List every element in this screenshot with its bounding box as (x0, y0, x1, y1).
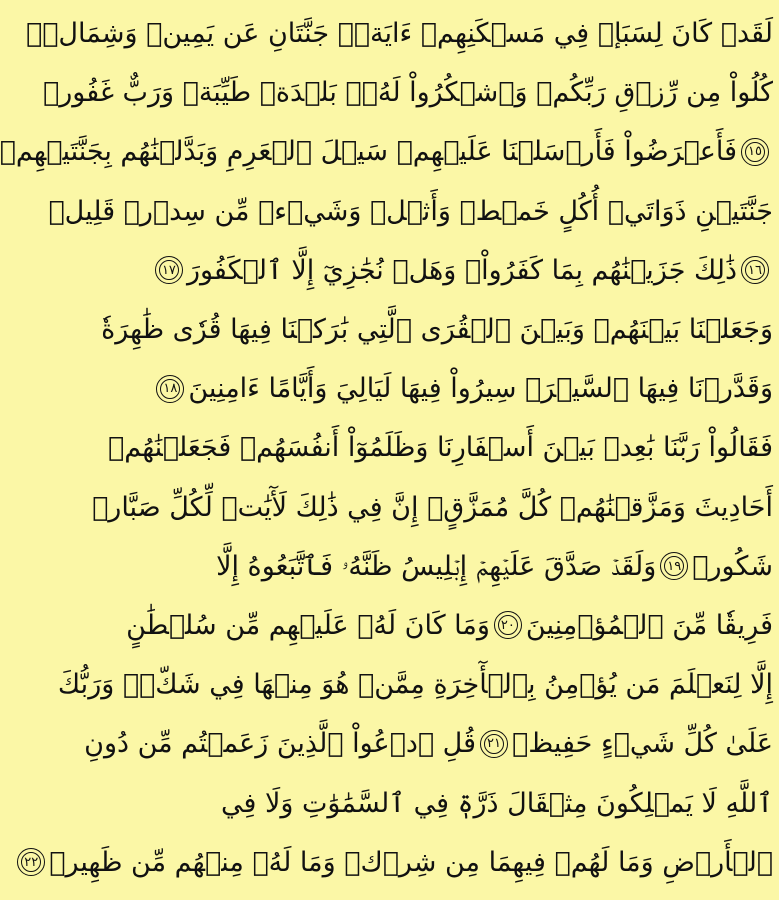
text-line-8 (108, 418, 773, 477)
verse-text: لَقَدۡ كَانَ لِسَبَإٖ فِي مَسۡكَنِهِمۡ ءَايَةٞۖ جَنَّتَانِ عَن يَمِينٖ وَشِمَالٖۖ (26, 18, 773, 50)
verse-text: ٱللَّهِ لَا يَمۡلِكُونَ مِثۡقَالَ ذَرَّةٖ فِي ٱلسَّمَٰوَٰتِ وَلَا فِي (220, 787, 773, 819)
ayah-number-marker: ١٨ (156, 375, 184, 403)
verse-text: فَرِيقٗا مِّنَ ٱلۡمُؤۡمِنِينَ (525, 609, 773, 641)
verse-text: شَكُورٖ (692, 550, 773, 582)
ayah-number-marker: ١٦ (741, 256, 769, 284)
ayah-number-marker: ٢١ (480, 730, 508, 758)
verse-text: وَقَدَّرۡنَا فِيهَا ٱلسَّيۡرَۖ سِيرُواْ فِيهَا لَيَالِيَ وَأَيَّامًا ءَامِنِينَ (188, 373, 773, 405)
text-line-15 (24, 833, 773, 892)
ayah-number-marker: ١٧ (155, 256, 183, 284)
verse-text: عَلَىٰ كُلِّ شَيۡءٍ حَفِيظٞ (512, 728, 773, 760)
ayah-number-marker: ١٩ (660, 552, 688, 580)
verse-text: ٱلۡأَرۡضِ وَمَا لَهُمۡ فِيهِمَا مِن شِرۡكٖ وَمَا لَهُۥ مِنۡهُم مِّن ظَهِيرٖ (49, 846, 773, 878)
text-line-14 (220, 773, 773, 832)
text-line-1 (26, 4, 773, 63)
ayah-number-marker: ٢٠ (494, 611, 522, 639)
verse-text: إِلَّا لِنَعۡلَمَ مَن يُؤۡمِنُ بِٱلۡأٓخِرَةِ مِمَّنۡ هُوَ مِنۡهَا فِي شَكّٖۗ وَرَبُّكَ (57, 669, 773, 701)
text-line-4 (48, 182, 773, 241)
verse-text: أَحَادِيثَ وَمَزَّقۡنَٰهُمۡ كُلَّ مُمَزَّقٍۚ إِنَّ فِي ذَٰلِكَ لَأٓيَٰتٖ لِّكُلِّ صَبَّارٖ (92, 491, 773, 523)
verse-text: وَمَا كَانَ لَهُۥ عَلَيۡهِم مِّن سُلۡطَٰنٍ (126, 609, 490, 641)
verse-text: وَلَقَدۡ صَدَّقَ عَلَيۡهِمۡ إِبۡلِيسُ ظَنَّهُۥ فَٱتَّبَعُوهُ إِلَّا (216, 550, 657, 582)
verse-text: جَنَّتَيۡنِ ذَوَاتَيۡ أُكُلٍ خَمۡطٖ وَأَثۡلٖ وَشَيۡءٖ مِّن سِدۡرٖ قَلِيلٖ (48, 195, 773, 227)
text-line-11 (126, 596, 773, 655)
verse-text: ذَٰلِكَ جَزَيۡنَٰهُم بِمَا كَفَرُواْۖ وَهَلۡ نُجَٰزِيٓ إِلَّا ٱلۡكَفُورَ (186, 254, 737, 286)
text-line-5 (161, 241, 773, 300)
verse-text: وَجَعَلۡنَا بَيۡنَهُمۡ وَبَيۡنَ ٱلۡقُرَى ٱلَّتِي بَٰرَكۡنَا فِيهَا قُرٗى ظَٰهِرَةٗ (101, 314, 773, 346)
text-line-12 (57, 655, 773, 714)
text-line-3 (0, 122, 773, 181)
verse-text: قُلِ ٱدۡعُواْ ٱلَّذِينَ زَعَمۡتُم مِّن دُونِ (84, 728, 477, 760)
verse-text: فَأَعۡرَضُواْ فَأَرۡسَلۡنَا عَلَيۡهِمۡ سَيۡلَ ٱلۡعَرِمِ وَبَدَّلۡنَٰهُم بِجَنَّتَيۡهِمۡ (0, 136, 737, 168)
ayah-number-marker: ٢٢ (17, 848, 45, 876)
text-line-7 (163, 359, 773, 418)
text-line-6 (101, 300, 773, 359)
text-line-9 (92, 478, 773, 537)
text-line-10 (216, 537, 773, 596)
ayah-number-marker: ١٥ (741, 138, 769, 166)
verse-text: فَقَالُواْ رَبَّنَا بَٰعِدۡ بَيۡنَ أَسۡفَارِنَا وَظَلَمُوٓاْ أَنفُسَهُمۡ فَجَعَلۡنَٰهُمۡ (108, 432, 773, 464)
text-line-2 (43, 63, 773, 122)
verse-text: كُلُواْ مِن رِّزۡقِ رَبِّكُمۡ وَٱشۡكُرُواْ لَهُۥۚ بَلۡدَةٞ طَيِّبَةٞ وَرَبٌّ غَفُورٞ (43, 77, 773, 109)
text-line-13 (84, 714, 773, 773)
